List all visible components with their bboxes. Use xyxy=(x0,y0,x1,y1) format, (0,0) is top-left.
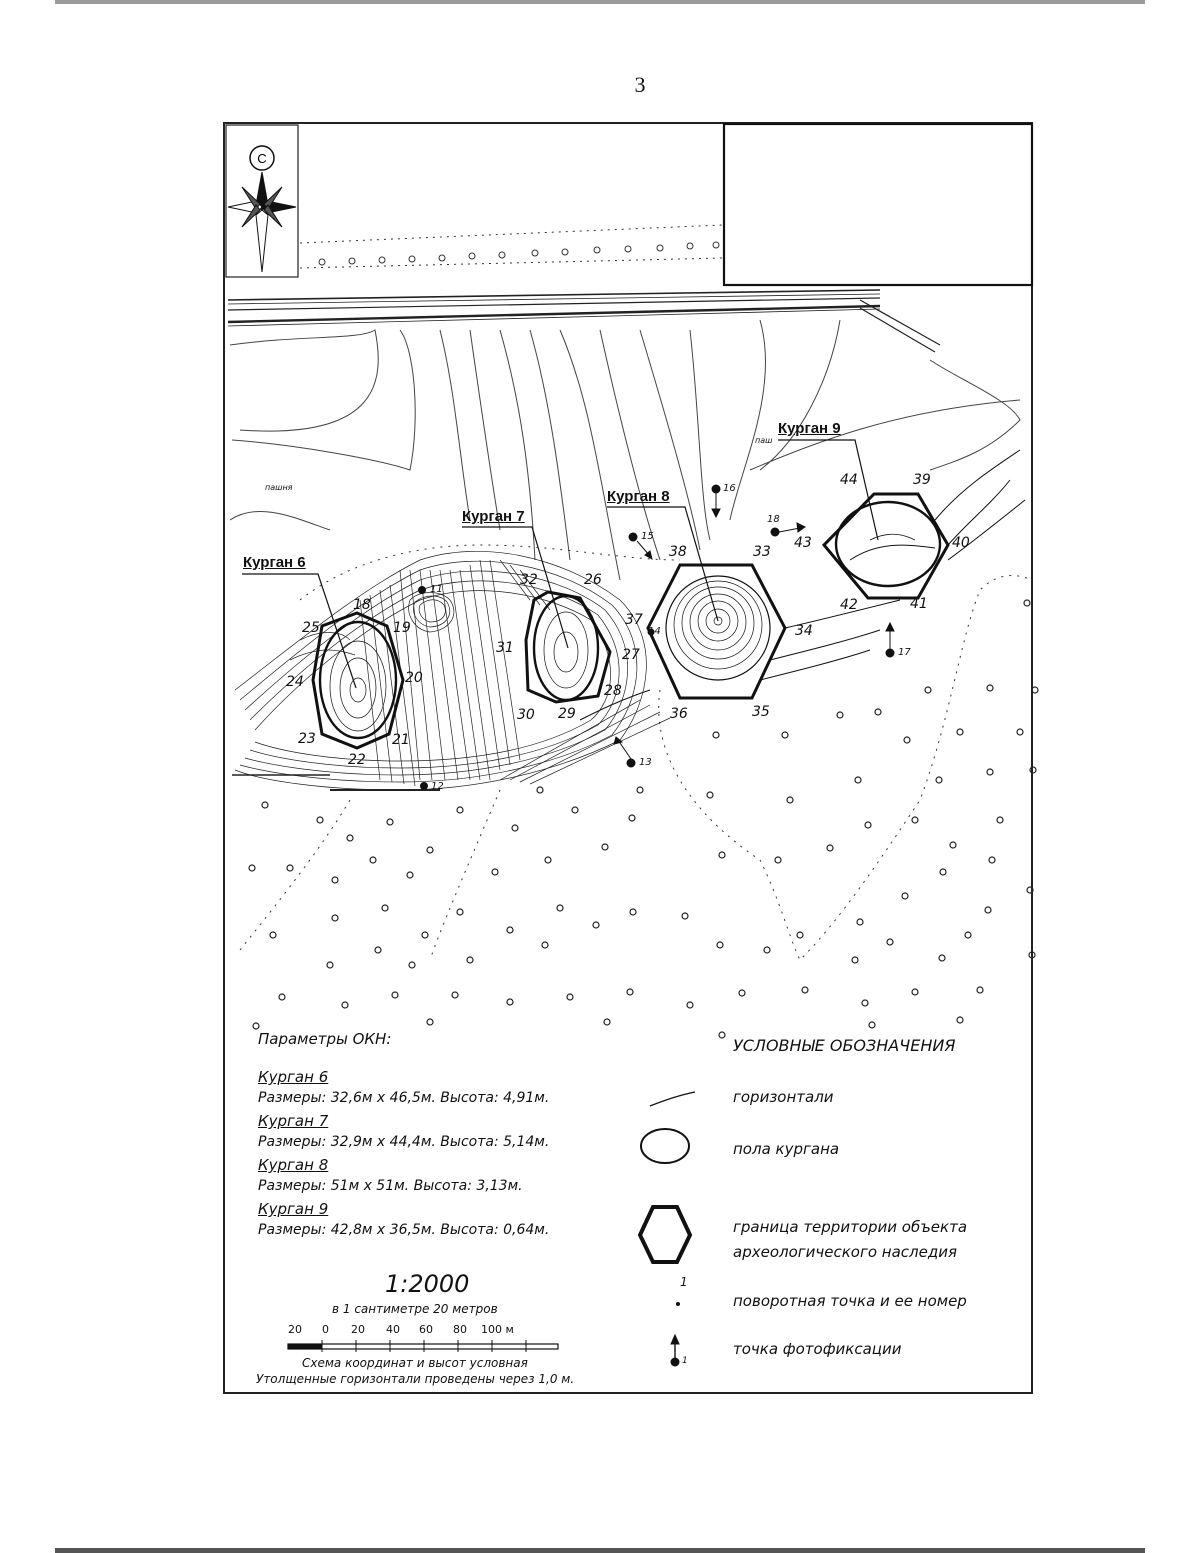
turn-point-label: 31 xyxy=(496,640,514,656)
turn-point-label: 20 xyxy=(405,670,423,686)
turn-point-label: 30 xyxy=(517,707,535,723)
turn-point-label: 42 xyxy=(840,597,858,613)
photo-point-label: 17 xyxy=(898,647,911,658)
turn-point-label: 34 xyxy=(795,623,813,639)
turn-point-label: 36 xyxy=(670,706,688,722)
turn-point-label: 19 xyxy=(393,620,411,636)
turn-point-label: 26 xyxy=(584,572,602,588)
turn-point-label: 43 xyxy=(794,535,812,551)
legend-label: поворотная точка и ее номер xyxy=(733,1292,967,1310)
ellipse-icon xyxy=(641,1129,689,1163)
scale-tick: 20 xyxy=(351,1323,365,1336)
page-number: 3 xyxy=(634,72,646,97)
legend-title: УСЛОВНЫЕ ОБОЗНАЧЕНИЯ xyxy=(733,1036,956,1055)
param-name: Курган 6 xyxy=(258,1068,329,1086)
kurgan-6-boundary xyxy=(313,613,403,748)
param-name: Курган 9 xyxy=(258,1200,329,1218)
scale-ratio: 1:2000 xyxy=(385,1270,470,1298)
param-name: Курган 7 xyxy=(258,1112,329,1130)
photo-point-label: 13 xyxy=(639,757,652,768)
kurgan-9-label: Курган 9 xyxy=(778,420,841,437)
turn-point-label: 18 xyxy=(353,597,371,613)
scale-note: Утолщенные горизонтали проведены через 1,0 м. xyxy=(256,1372,575,1386)
kurgan-8-boundary xyxy=(580,565,900,720)
turn-point-label: 37 xyxy=(625,612,643,628)
contour-lines-upper xyxy=(230,320,1020,580)
param-size: Размеры: 42,8м х 36,5м. Высота: 0,64м. xyxy=(258,1222,550,1238)
photo-point-label: 12 xyxy=(431,781,444,792)
legend-label: горизонтали xyxy=(733,1088,834,1106)
scale-tick: 60 xyxy=(419,1323,433,1336)
photo-point-label: 18 xyxy=(767,514,780,525)
turn-point-icon xyxy=(676,1302,680,1306)
turn-point-label: 41 xyxy=(910,596,928,612)
legend-label: точка фотофиксации xyxy=(733,1340,902,1358)
turn-point-label: 32 xyxy=(520,572,538,588)
land-label: паш xyxy=(755,436,773,445)
param-name: Курган 8 xyxy=(258,1156,329,1174)
param-size: Размеры: 32,6м х 46,5м. Высота: 4,91м. xyxy=(258,1090,550,1106)
photo-point-label: 16 xyxy=(723,483,736,494)
photo-points xyxy=(419,485,895,790)
turn-point-label: 24 xyxy=(286,674,304,690)
kurgan-7-label: Курган 7 xyxy=(462,508,525,525)
turn-point-label: 21 xyxy=(392,732,410,748)
legend-number: 1 xyxy=(680,1275,688,1289)
road-lines xyxy=(228,290,940,352)
params-title: Параметры ОКН: xyxy=(258,1030,392,1048)
legend-number: 1 xyxy=(682,1356,688,1366)
turn-point-label: 40 xyxy=(952,535,970,551)
legend-label: пола кургана xyxy=(733,1140,840,1158)
turn-point-label: 27 xyxy=(622,647,640,663)
turn-point-label: 33 xyxy=(753,544,771,560)
hexagon-icon xyxy=(640,1207,690,1262)
turn-point-label: 22 xyxy=(348,752,366,768)
param-size: Размеры: 32,9м х 44,4м. Высота: 5,14м. xyxy=(258,1134,550,1150)
kurgan-6-label: Курган 6 xyxy=(243,554,306,571)
contour-line-icon xyxy=(650,1092,695,1106)
scale-tick: 100 м xyxy=(481,1323,514,1336)
scale-tick: 40 xyxy=(386,1323,400,1336)
scale-bar xyxy=(288,1340,558,1352)
scale-tick: 0 xyxy=(322,1323,329,1336)
scale-description: в 1 сантиметре 20 метров xyxy=(332,1302,498,1316)
turn-point-label: 44 xyxy=(840,472,858,488)
turn-point-label: 25 xyxy=(302,620,320,636)
photo-point-label: 11 xyxy=(430,584,443,595)
kurgan-8-label: Курган 8 xyxy=(607,488,670,505)
turn-point-label: 38 xyxy=(669,544,687,560)
land-label: пашня xyxy=(265,483,293,492)
title-block-box xyxy=(724,124,1032,285)
fence-row xyxy=(300,225,722,268)
compass-letter: С xyxy=(257,151,267,166)
param-size: Размеры: 51м х 51м. Высота: 3,13м. xyxy=(258,1178,523,1194)
turn-point-label: 35 xyxy=(752,704,770,720)
scale-note: Схема координат и высот условная xyxy=(302,1356,528,1370)
turn-point-label: 23 xyxy=(298,731,316,747)
photo-point-label: 14 xyxy=(648,626,661,637)
turn-point-label: 29 xyxy=(558,706,576,722)
scale-tick: 80 xyxy=(453,1323,467,1336)
photo-point-icon xyxy=(671,1335,679,1366)
legend-label: граница территории объекта археологического наследия xyxy=(733,1218,968,1261)
turn-point-label: 28 xyxy=(604,683,622,699)
scale-tick: 20 xyxy=(288,1323,302,1336)
turn-point-label: 39 xyxy=(913,472,931,488)
photo-point-label: 15 xyxy=(641,531,654,542)
